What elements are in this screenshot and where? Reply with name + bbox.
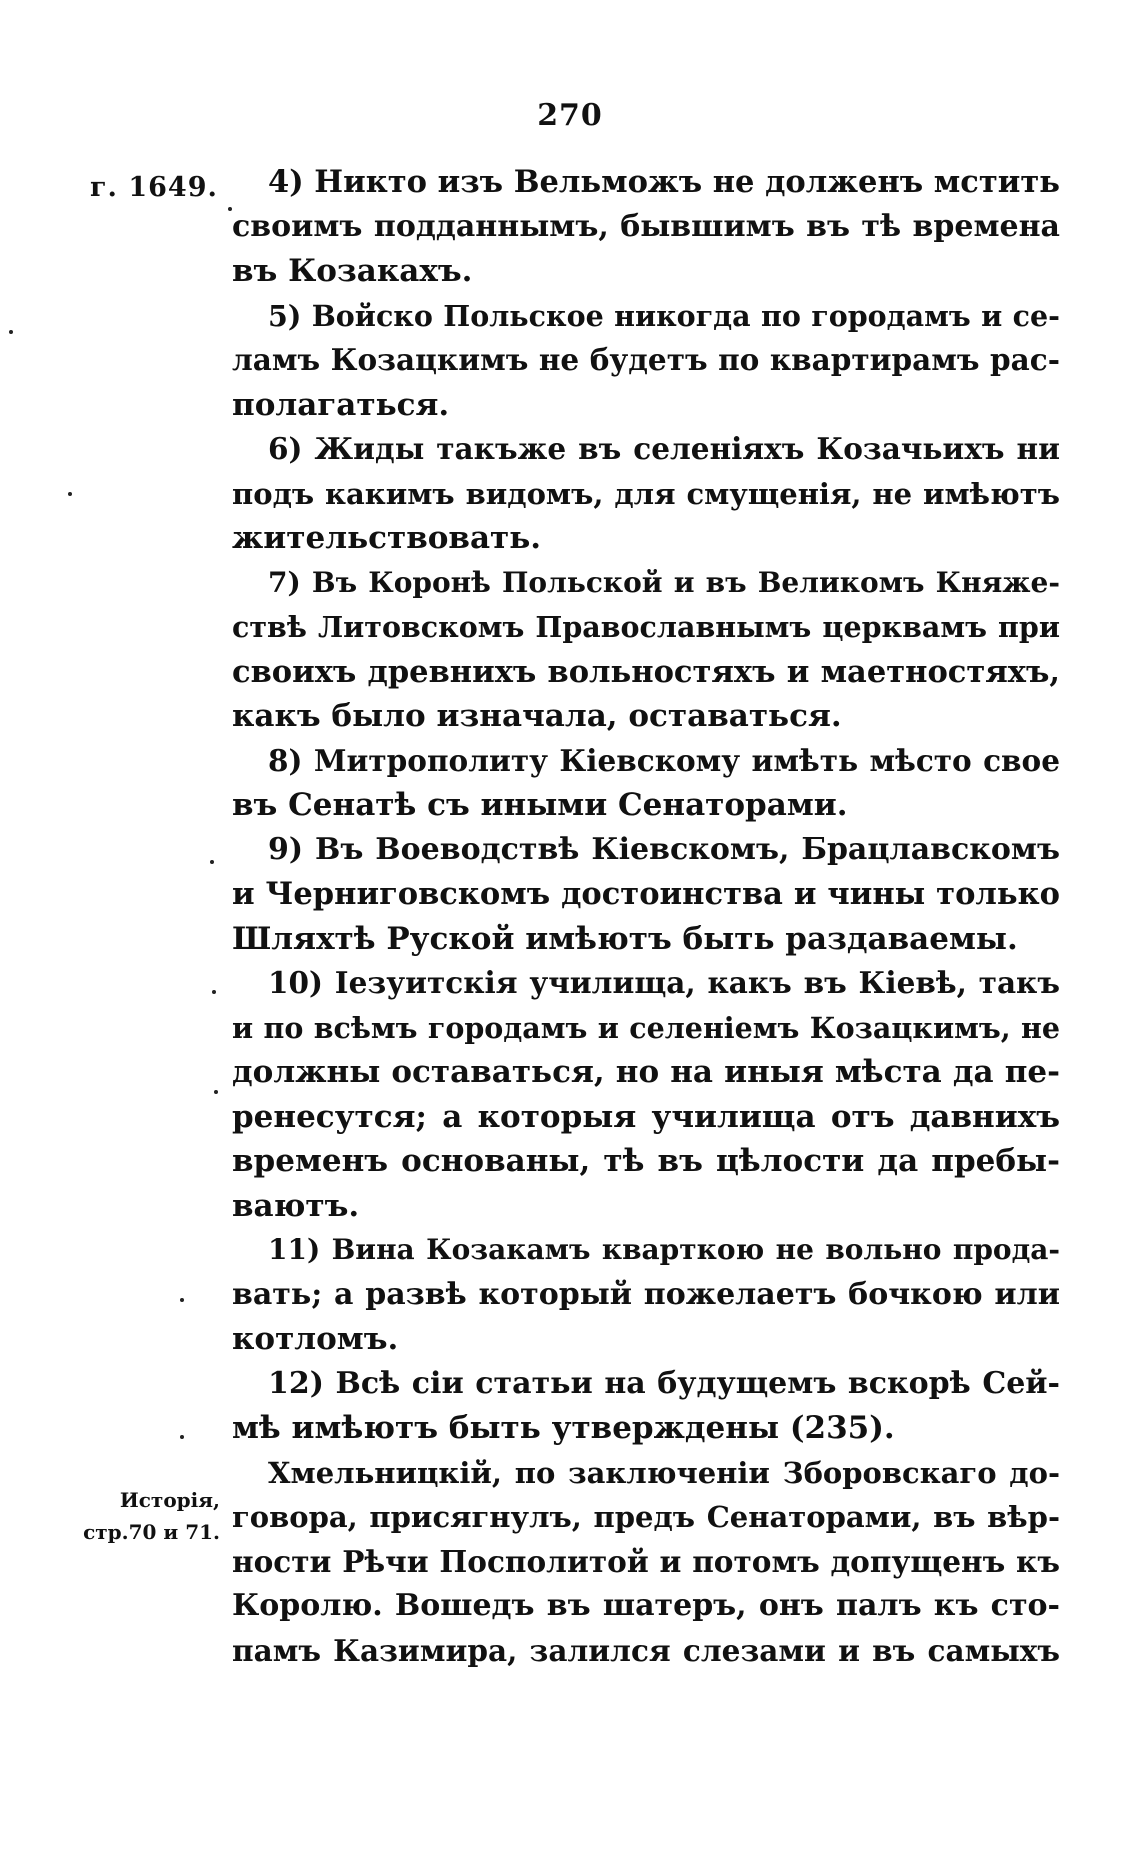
scan-speck bbox=[9, 330, 13, 334]
text-line: мѣ имѣютъ быть утверждены (235). bbox=[232, 1410, 895, 1446]
text-line: 10) Іезуитскія училища, какъ въ Кіевѣ, такъ bbox=[268, 965, 1060, 1000]
margin-reference-note bbox=[70, 1484, 220, 1548]
scan-speck bbox=[212, 990, 216, 994]
margin-year-note: г. 1649. bbox=[90, 172, 218, 203]
scan-speck bbox=[180, 1435, 184, 1439]
text-line: и Черниговскомъ достоинства и чины только bbox=[232, 876, 1060, 912]
text-line: ствѣ Литовскомъ Православнымъ церквамъ при bbox=[232, 610, 1060, 644]
text-line: Королю. Вошедъ въ шатеръ, онъ палъ къ сто- bbox=[232, 1588, 1060, 1623]
text-line: котломъ. bbox=[232, 1321, 399, 1357]
scan-speck bbox=[228, 207, 232, 211]
margin-note-line: стр.70 и 71. bbox=[83, 1520, 220, 1544]
text-line: Шляхтѣ Руской имѣютъ быть раздаваемы. bbox=[232, 920, 1018, 957]
text-line: памъ Казимира, залился слезами и въ самыхъ bbox=[232, 1632, 1060, 1668]
text-line: Хмельницкій, по заключеніи Зборовскаго до- bbox=[268, 1455, 1060, 1490]
scan-speck bbox=[68, 492, 72, 496]
margin-note-line: Исторія, bbox=[119, 1488, 220, 1512]
text-line: 7) Въ Коронѣ Польской и въ Великомъ Княже- bbox=[268, 565, 1060, 599]
text-line: 5) Войско Польское никогда по городамъ и се- bbox=[268, 298, 1060, 333]
text-line: 12) Всѣ сіи статьи на будущемъ вскорѣ Сей- bbox=[268, 1365, 1060, 1401]
text-line: ламъ Козацкимъ не будетъ по квартирамъ рас- bbox=[232, 342, 1060, 377]
scan-speck bbox=[210, 860, 214, 864]
text-line: 8) Митрополиту Кіевскому имѣть мѣсто свое bbox=[268, 742, 1060, 778]
text-line: ности Рѣчи Посполитой и потомъ допущенъ къ bbox=[232, 1543, 1060, 1579]
text-line: ваютъ. bbox=[232, 1187, 360, 1224]
scan-speck bbox=[180, 1298, 184, 1302]
text-line: 9) Въ Воеводствѣ Кіевскомъ, Брацлавскомъ bbox=[268, 831, 1060, 867]
page-number: 270 bbox=[537, 98, 603, 133]
text-line: въ Козакахъ. bbox=[232, 253, 473, 289]
text-line: 11) Вина Козакамъ кварткою не вольно прода- bbox=[268, 1233, 1060, 1266]
text-line: вать; а развѣ который пожелаетъ бочкою или bbox=[232, 1276, 1060, 1312]
text-line: 6) Жиды такъже въ селеніяхъ Козачьихъ ни bbox=[268, 431, 1060, 466]
text-line: временъ основаны, тѣ въ цѣлости да пребы- bbox=[232, 1143, 1060, 1179]
text-line: своихъ древнихъ вольностяхъ и маетностяхъ, bbox=[232, 653, 1060, 690]
text-line: своимъ подданнымъ, бывшимъ въ тѣ времена bbox=[232, 208, 1060, 244]
text-line: 4) Никто изъ Вельможъ не долженъ мстить bbox=[268, 164, 1060, 200]
text-line: подъ какимъ видомъ, для смущенія, не имѣютъ bbox=[232, 476, 1060, 511]
text-line: какъ было изначала, оставаться. bbox=[232, 698, 842, 734]
text-line: и по всѣмъ городамъ и селеніемъ Козацкимъ, не bbox=[232, 1010, 1060, 1045]
text-line: жительствовать. bbox=[232, 520, 542, 556]
text-line: ренесутся; а которыя училища отъ давнихъ bbox=[232, 1098, 1060, 1135]
body-text bbox=[232, 160, 1060, 1673]
text-line: должны оставаться, но на иныя мѣста да пе- bbox=[232, 1054, 1060, 1090]
text-line: говора, присягнулъ, предъ Сенаторами, въ вѣр- bbox=[232, 1500, 1060, 1534]
text-line: въ Сенатѣ съ иными Сенаторами. bbox=[232, 787, 848, 823]
scan-speck bbox=[214, 1090, 218, 1094]
text-line: полагаться. bbox=[232, 386, 450, 423]
